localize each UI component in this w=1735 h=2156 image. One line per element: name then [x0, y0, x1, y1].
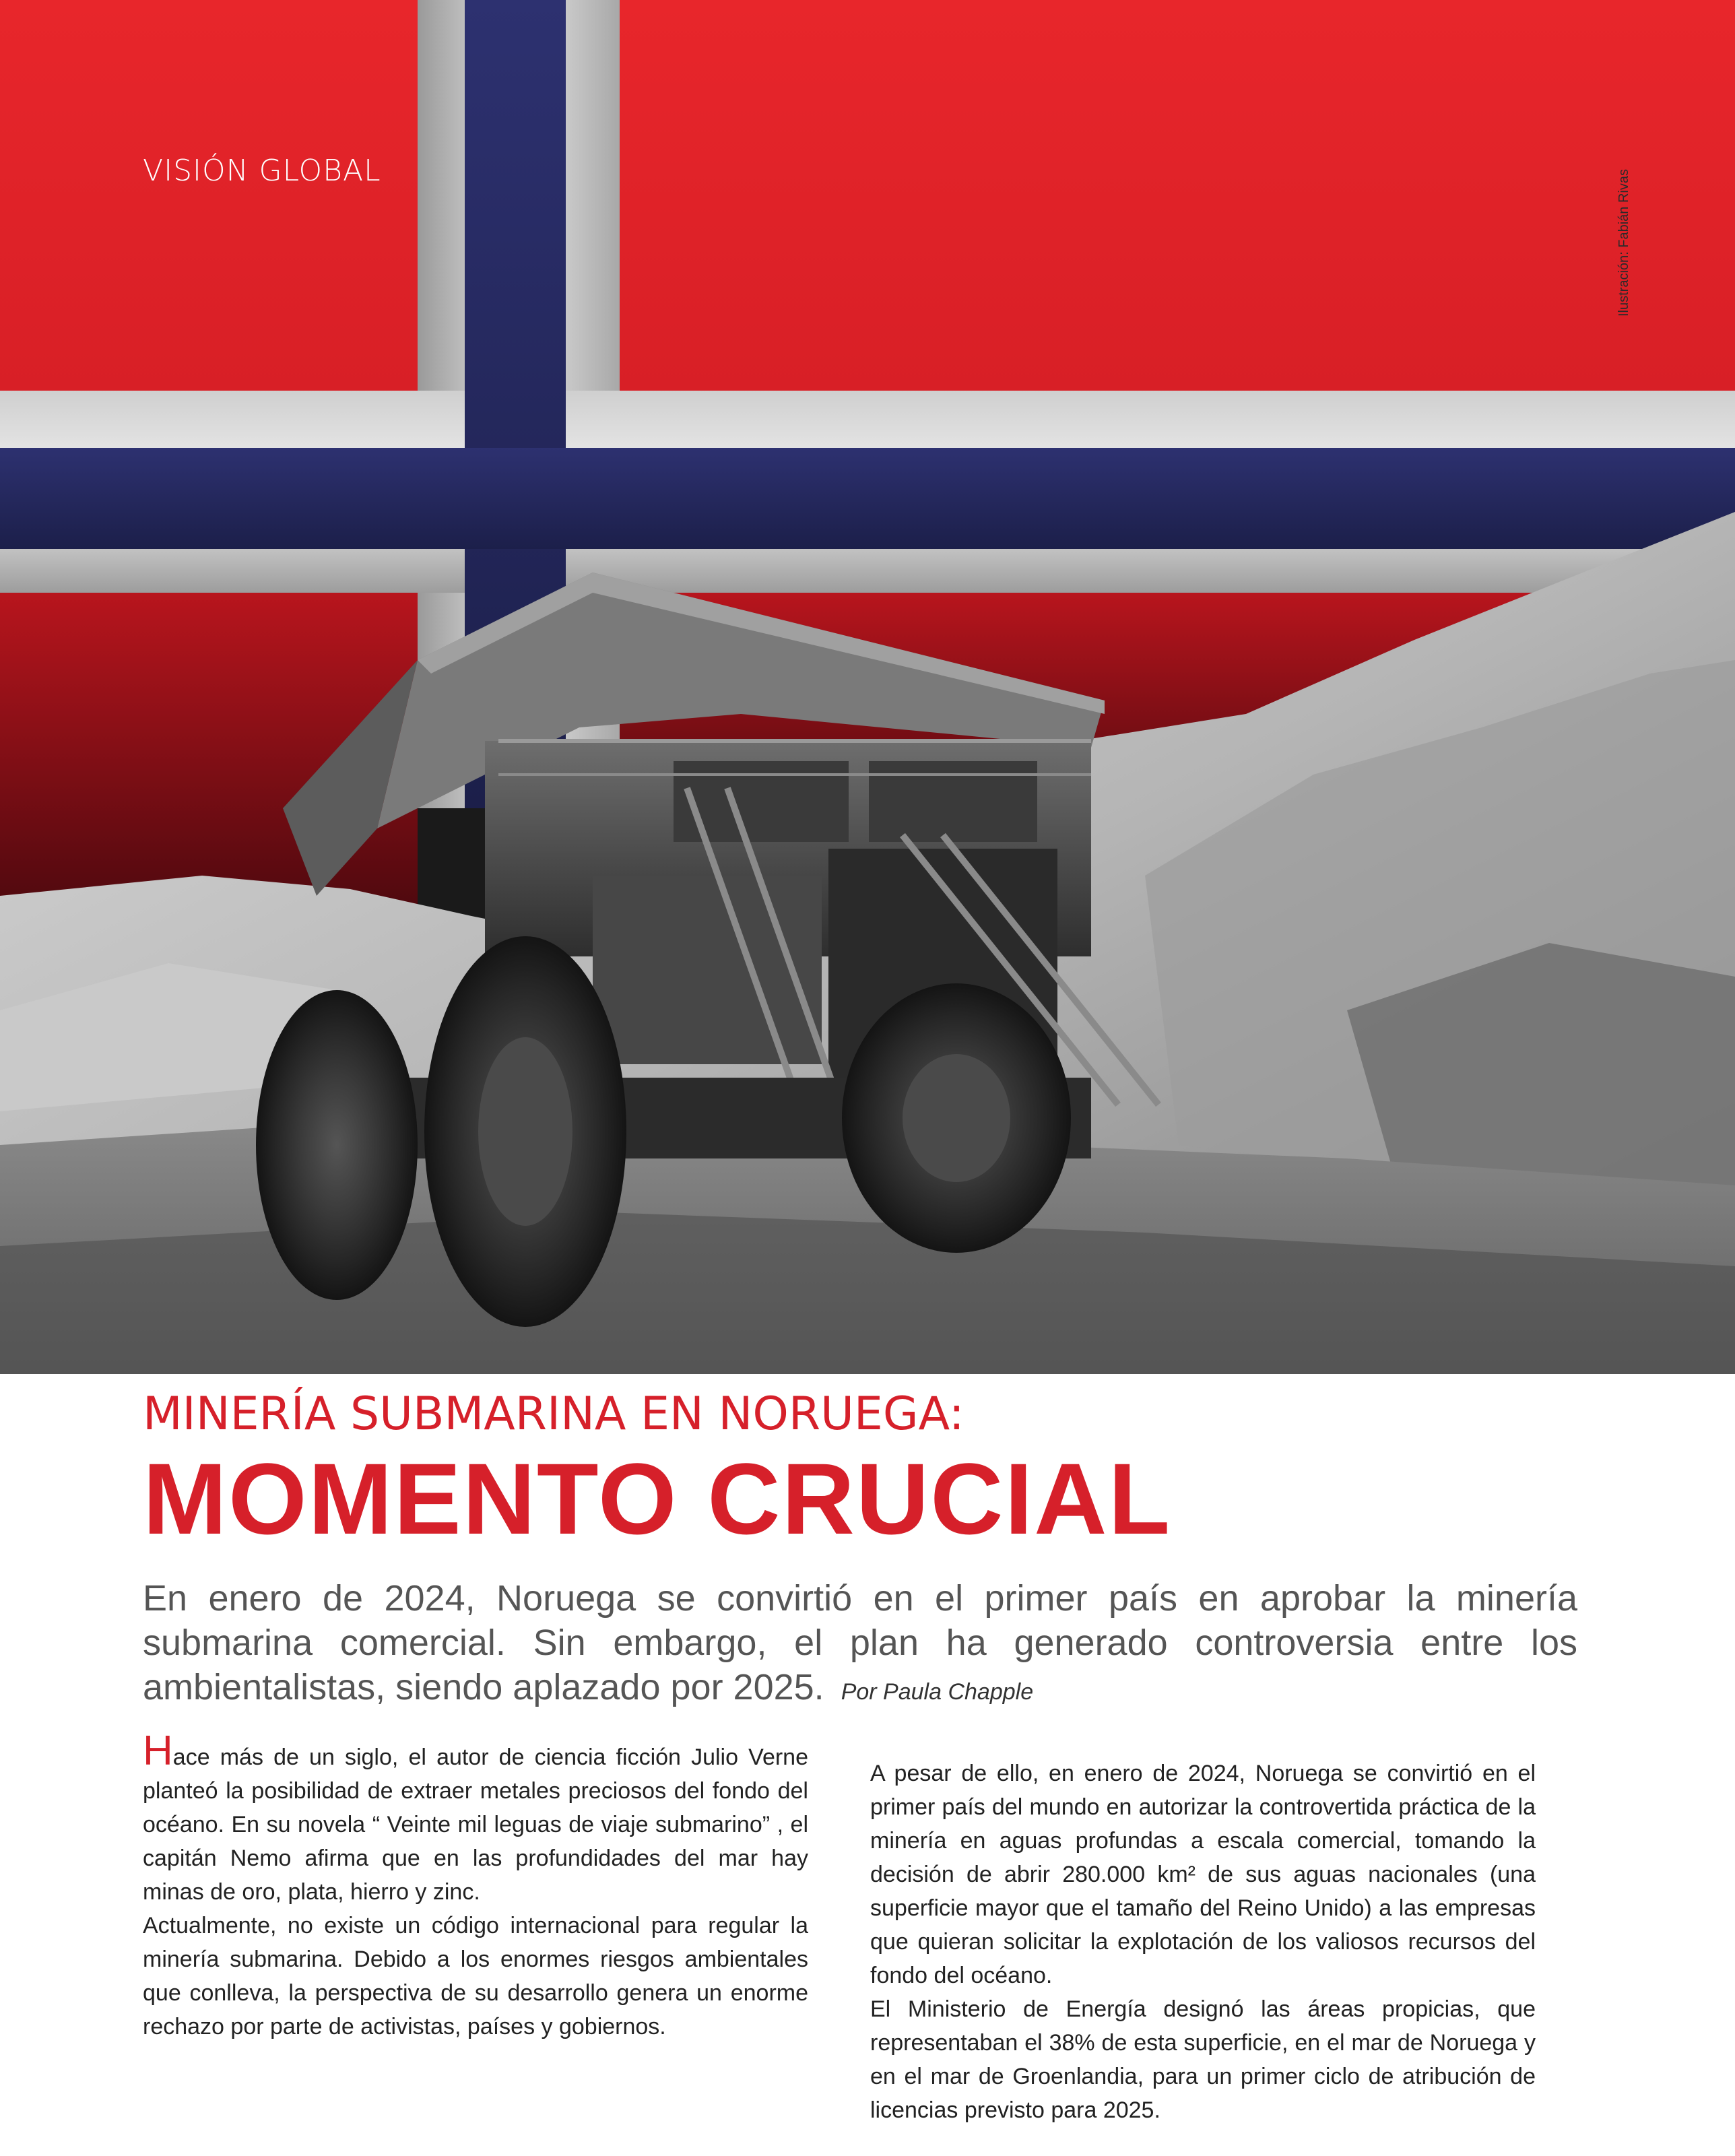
article-kicker: MINERÍA SUBMARINA EN NORUEGA: [143, 1387, 964, 1441]
body-column-left [143, 1728, 808, 2044]
body-paragraph: Actualmente, no existe un código internacional para regular la minería submarina. Debido a los enormes riesgos ambientales que conlleva, la perspectiva de su desarrollo genera un enorme rechazo por parte de activistas, países y gobiernos. [143, 1913, 808, 2039]
dropcap: H [143, 1728, 173, 1774]
illustration-credit [1616, 162, 1630, 317]
body-paragraph: El Ministerio de Energía designó las áreas propicias, que representaban el 38% de esta superficie, en el mar de Noruega y en el mar de Groenlandia, para un primer ciclo de atribución de licencias previsto para 2025. [870, 1996, 1536, 2123]
article-headline: MOMENTO CRUCIAL [143, 1442, 1172, 1555]
article-lead-text: En enero de 2024, Noruega se convirtió en el primer país en aprobar la minería submarina comercial. Sin embargo, el plan ha generado controversia entre los ambientalistas, siendo aplazado por 2025. [143, 1578, 1577, 1707]
body-paragraph [143, 1728, 808, 1909]
article-lead [143, 1576, 1577, 1714]
illustration-credit-text: Ilustración: Fabián Rivas [1616, 169, 1631, 317]
article-byline: Por Paula Chapple [841, 1679, 1034, 1705]
paragraph-text: ace más de un siglo, el autor de ciencia ficción Julio Verne planteó la posibilidad de extraer metales preciosos del fondo del océano. En su novela “ Veinte mil leguas de viaje submarino” , el capitán Nemo afirma que en las profundidades del mar hay minas de oro, plata, hierro y zinc. [143, 1744, 808, 1905]
section-label: VISIÓN GLOBAL [143, 154, 381, 188]
body-column-right [870, 1757, 1536, 2127]
body-paragraph: A pesar de ello, en enero de 2024, Noruega se convirtió en el primer país del mundo en autorizar la controvertida práctica de la minería en aguas profundas a escala comercial, tomando la decisión de abrir 280.000 km² de sus aguas nacionales (una superficie mayor que el tamaño del Reino Unido) a las empresas que quieran solicitar la explotación de los valiosos recursos del fondo del océano. [870, 1761, 1536, 1988]
